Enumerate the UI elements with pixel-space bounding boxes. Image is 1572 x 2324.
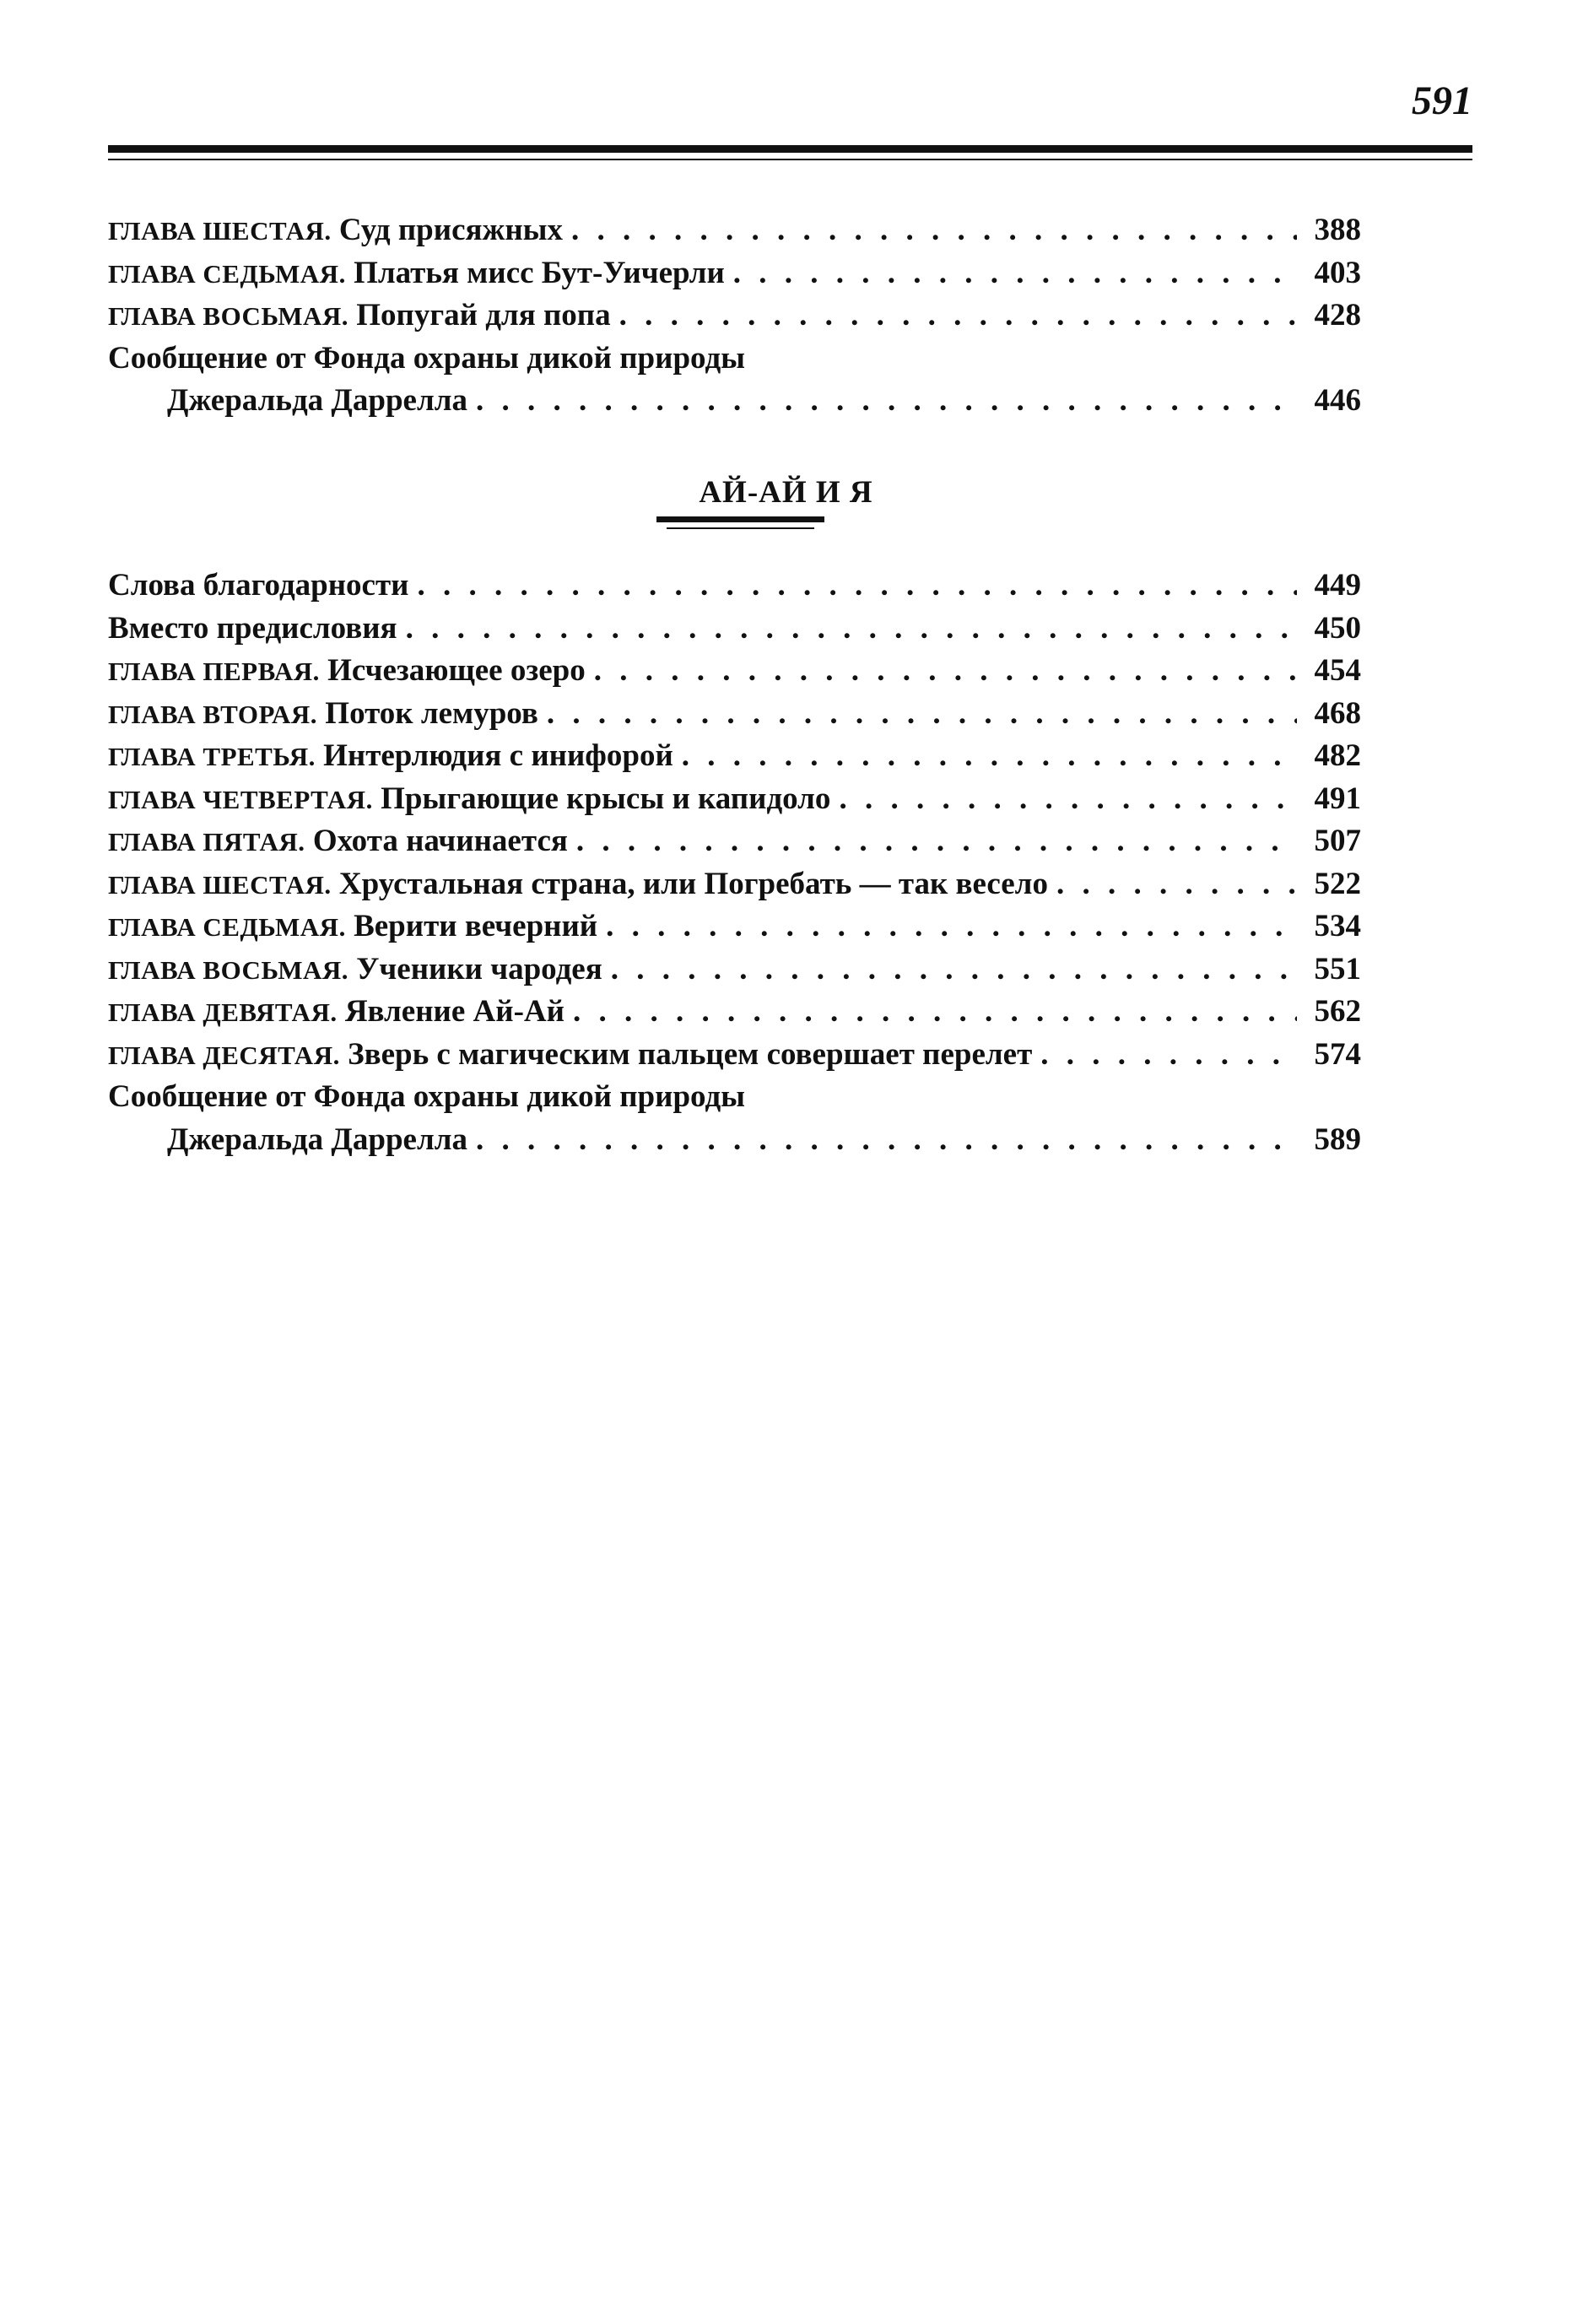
toc-page-number: 589: [1314, 1121, 1361, 1157]
leader-dots: [571, 209, 1297, 252]
toc-page-number: 491: [1314, 781, 1361, 816]
toc-entry-continuation[interactable]: [108, 1119, 1361, 1162]
leader-dots: [733, 252, 1297, 295]
toc-entry-label: [108, 735, 673, 779]
toc-entry-label: [108, 650, 586, 694]
toc-entry-label: [108, 252, 725, 296]
toc-entry-first-line[interactable]: [108, 338, 1361, 381]
chapter-title: Исчезающее озеро: [327, 653, 586, 688]
toc-page-number: 428: [1314, 298, 1361, 332]
toc-page-number: 482: [1314, 738, 1361, 773]
chapter-prefix: ГЛАВА ВТОРАЯ.: [108, 699, 318, 729]
leader-dots: [406, 608, 1297, 651]
chapter-title: Прыгающие крысы и капидоло: [381, 781, 831, 816]
chapter-prefix: ГЛАВА ШЕСТАЯ.: [108, 216, 332, 246]
toc-page-number: 534: [1314, 909, 1361, 943]
chapter-prefix: ГЛАВА ВОСЬМАЯ.: [108, 301, 348, 331]
chapter-prefix: ГЛАВА ШЕСТАЯ.: [108, 869, 332, 900]
toc-page-number: 468: [1314, 695, 1361, 731]
toc-entry[interactable]: [108, 905, 1361, 949]
chapter-title: Интерлюдия с инифорой: [323, 738, 673, 773]
leader-dots: [1040, 1034, 1297, 1077]
chapter-title: Поток лемуров: [325, 695, 538, 731]
leader-dots: [547, 693, 1297, 736]
toc-entry-label: [108, 778, 830, 822]
leader-dots: [576, 820, 1297, 863]
leader-dots: [417, 565, 1297, 608]
toc-entry[interactable]: [108, 1034, 1361, 1077]
toc-entry-label: [108, 905, 597, 949]
section-title: АЙ-АЙ И Я: [699, 475, 873, 510]
chapter-prefix: ГЛАВА ДЕСЯТАЯ.: [108, 1040, 340, 1070]
chapter-title: Попугай для попа: [356, 298, 611, 332]
toc-page-number: 562: [1314, 994, 1361, 1029]
toc-entry[interactable]: [108, 778, 1361, 821]
page-number: 591: [1412, 78, 1472, 123]
chapter-title: Зверь с магическим пальцем совершает перелет: [348, 1036, 1033, 1072]
toc-entry-label: Слова благодарности: [108, 568, 409, 603]
toc-page-number: 449: [1314, 568, 1361, 603]
toc-entry[interactable]: [108, 252, 1361, 295]
leader-dots: [594, 650, 1297, 693]
toc-list-part-b: [108, 565, 1361, 1161]
chapter-prefix: ГЛАВА ДЕВЯТАЯ.: [108, 997, 338, 1027]
leader-dots: [476, 1119, 1297, 1162]
toc-page-number: 522: [1314, 866, 1361, 901]
toc-entry[interactable]: [108, 735, 1361, 778]
toc-page-number: 388: [1314, 213, 1361, 247]
toc-entry-label: [108, 949, 602, 992]
chapter-prefix: ГЛАВА ТРЕТЬЯ.: [108, 742, 316, 771]
toc-page-number: 446: [1314, 383, 1361, 418]
toc-page-number: 454: [1314, 653, 1361, 688]
chapter-prefix: ГЛАВА ЧЕТВЕРТАЯ.: [108, 784, 373, 814]
chapter-title: Хрустальная страна, или Погребать — так весело: [338, 866, 1048, 901]
toc-entry-label: [108, 991, 565, 1035]
chapter-title: Охота начинается: [312, 824, 568, 858]
toc-entry-label: [108, 820, 568, 864]
chapter-title: Явление Ай-Ай: [344, 994, 565, 1029]
toc-list-part-a: [108, 209, 1361, 423]
toc-entry-label: Джеральда Даррелла: [167, 1121, 467, 1157]
toc-page-number: 507: [1314, 824, 1361, 858]
chapter-prefix: ГЛАВА СЕДЬМАЯ.: [108, 258, 346, 289]
toc-entry[interactable]: [108, 693, 1361, 736]
toc-page-number: 574: [1314, 1036, 1361, 1072]
section-title-rule: [656, 516, 824, 522]
toc-entry[interactable]: [108, 991, 1361, 1034]
toc-entry[interactable]: [108, 608, 1361, 651]
toc-entry[interactable]: [108, 863, 1361, 906]
toc-entry-label: [108, 1034, 1032, 1078]
chapter-prefix: ГЛАВА ВОСЬМАЯ.: [108, 954, 348, 985]
toc-entry-first-line[interactable]: [108, 1076, 1361, 1119]
toc-entry[interactable]: [108, 820, 1361, 863]
chapter-title: Платья мисс Бут-Уичерли: [354, 255, 725, 290]
toc-entry[interactable]: [108, 565, 1361, 608]
toc-entry[interactable]: [108, 650, 1361, 693]
header-rule-thin: [108, 159, 1472, 160]
leader-dots: [839, 778, 1297, 821]
toc-entry-label: [108, 209, 563, 253]
chapter-prefix: ГЛАВА ПЕРВАЯ.: [108, 657, 320, 686]
header-rule: [108, 145, 1472, 153]
toc-entry-label: [108, 295, 611, 338]
leader-dots: [476, 380, 1297, 423]
chapter-prefix: ГЛАВА ПЯТАЯ.: [108, 827, 305, 857]
toc-page-number: 551: [1314, 951, 1361, 986]
leader-dots: [611, 949, 1297, 992]
leader-dots: [682, 735, 1297, 778]
leader-dots: [573, 991, 1297, 1034]
toc-entry-label: [108, 863, 1048, 907]
toc-entry-label: [108, 693, 538, 737]
chapter-title: Ученики чародея: [356, 951, 602, 986]
toc-entry-label: Сообщение от Фонда охраны дикой природы: [108, 340, 746, 376]
toc-entry[interactable]: [108, 295, 1361, 338]
leader-dots: [606, 905, 1297, 949]
toc-entry-label: Вместо предисловия: [108, 610, 397, 646]
section-title-rule-thin: [667, 527, 814, 529]
leader-dots: [619, 295, 1297, 338]
toc-entry[interactable]: [108, 209, 1361, 252]
toc-entry-label: Сообщение от Фонда охраны дикой природы: [108, 1079, 746, 1114]
leader-dots: [1056, 863, 1297, 906]
chapter-title: Верити вечерний: [354, 909, 598, 943]
chapter-title: Суд присяжных: [338, 213, 564, 247]
toc-page-number: 450: [1314, 610, 1361, 646]
toc-entry-label: Джеральда Даррелла: [167, 383, 467, 418]
toc-page-number: 403: [1314, 255, 1361, 290]
chapter-prefix: ГЛАВА СЕДЬМАЯ.: [108, 912, 346, 942]
toc-entry[interactable]: [108, 949, 1361, 992]
toc-entry-continuation[interactable]: [108, 380, 1361, 423]
